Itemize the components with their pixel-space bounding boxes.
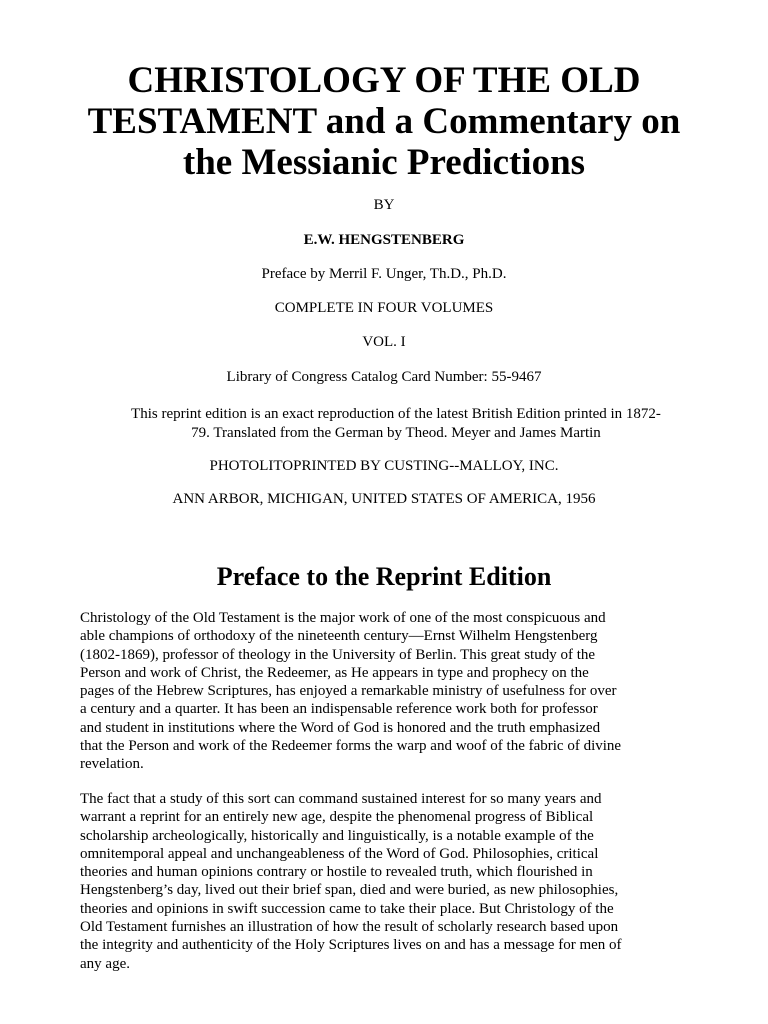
by-line: BY	[373, 197, 395, 213]
paragraph-1	[80, 609, 720, 774]
reprint-note-line: This reprint edition is an exact reproduction of the latest British Edition printed in 1872-	[131, 406, 661, 422]
title-line: TESTAMENT and a Commentary on	[87, 101, 681, 142]
paragraph-line: theories and human opinions contrary or hostile to revealed truth, which flourished in	[80, 864, 593, 881]
reprint-note	[76, 405, 716, 443]
reprint-note-line: 79. Translated from the German by Theod. Meyer and James Martin	[191, 425, 601, 441]
paragraph-line: Person and work of Christ, the Redeemer, as He appears in type and prophecy on the	[80, 664, 589, 681]
paragraph-line: (1802-1869), professor of theology in the University of Berlin. This great study of the	[80, 646, 596, 663]
paragraph-2	[80, 790, 720, 973]
preface-credit: Preface by Merril F. Unger, Th.D., Ph.D.	[261, 266, 507, 282]
catalog-number: Library of Congress Catalog Card Number: 55-9467	[226, 369, 542, 385]
document-title	[40, 60, 728, 183]
paragraph-line: Christology of the Old Testament is the major work of one of the most conspicuous and	[80, 610, 606, 626]
section-heading: Preface to the Reprint Edition	[216, 562, 552, 591]
paragraph-line: a century and a quarter. It has been an indispensable reference work both for professor	[80, 701, 598, 718]
paragraph-line: able champions of orthodoxy of the nineteenth century—Ernst Wilhelm Hengstenberg	[80, 628, 598, 645]
volumes-note: COMPLETE IN FOUR VOLUMES	[274, 300, 494, 316]
paragraph-line: revelation.	[80, 756, 144, 773]
printer-line: PHOTOLITOPRINTED BY CUSTING--MALLOY, INC.	[209, 458, 559, 474]
paragraph-line: the integrity and authenticity of the Holy Scriptures lives on and has a message for men of	[80, 937, 622, 954]
title-line: CHRISTOLOGY OF THE OLD	[127, 60, 641, 101]
paragraph-line: that the Person and work of the Redeemer forms the warp and woof of the fabric of divine	[80, 738, 622, 755]
place-line: ANN ARBOR, MICHIGAN, UNITED STATES OF AMERICA, 1956	[172, 491, 596, 507]
paragraph-line: Hengstenberg’s day, lived out their brief span, died and were buried, as new philosophies,	[80, 882, 619, 899]
paragraph-line: theories and opinions in swift succession came to take their place. But Christology of the	[80, 900, 614, 917]
author-name: E.W. HENGSTENBERG	[303, 232, 465, 248]
paragraph-line: omnitemporal appeal and unchangeableness of the Word of God. Philosophies, critical	[80, 845, 599, 862]
paragraph-line: any age.	[80, 955, 130, 972]
paragraph-line: warrant a reprint for an entirely new age, despite the phenomenal progress of Biblical	[80, 809, 594, 826]
paragraph-line: The fact that a study of this sort can command sustained interest for so many years and	[80, 791, 602, 807]
paragraph-line: Old Testament furnishes an illustration of how the result of scholarly research based upon	[80, 919, 619, 936]
title-line: the Messianic Predictions	[182, 142, 586, 183]
volume-number: VOL. I	[362, 334, 406, 350]
paragraph-line: and student in institutions where the Word of God is honored and the truth emphasized	[80, 719, 601, 736]
paragraph-line: scholarship archeologically, historically and linguistically, is a notable example of the	[80, 827, 594, 844]
paragraph-line: pages of the Hebrew Scriptures, has enjoyed a remarkable ministry of usefulness for over	[80, 683, 617, 700]
